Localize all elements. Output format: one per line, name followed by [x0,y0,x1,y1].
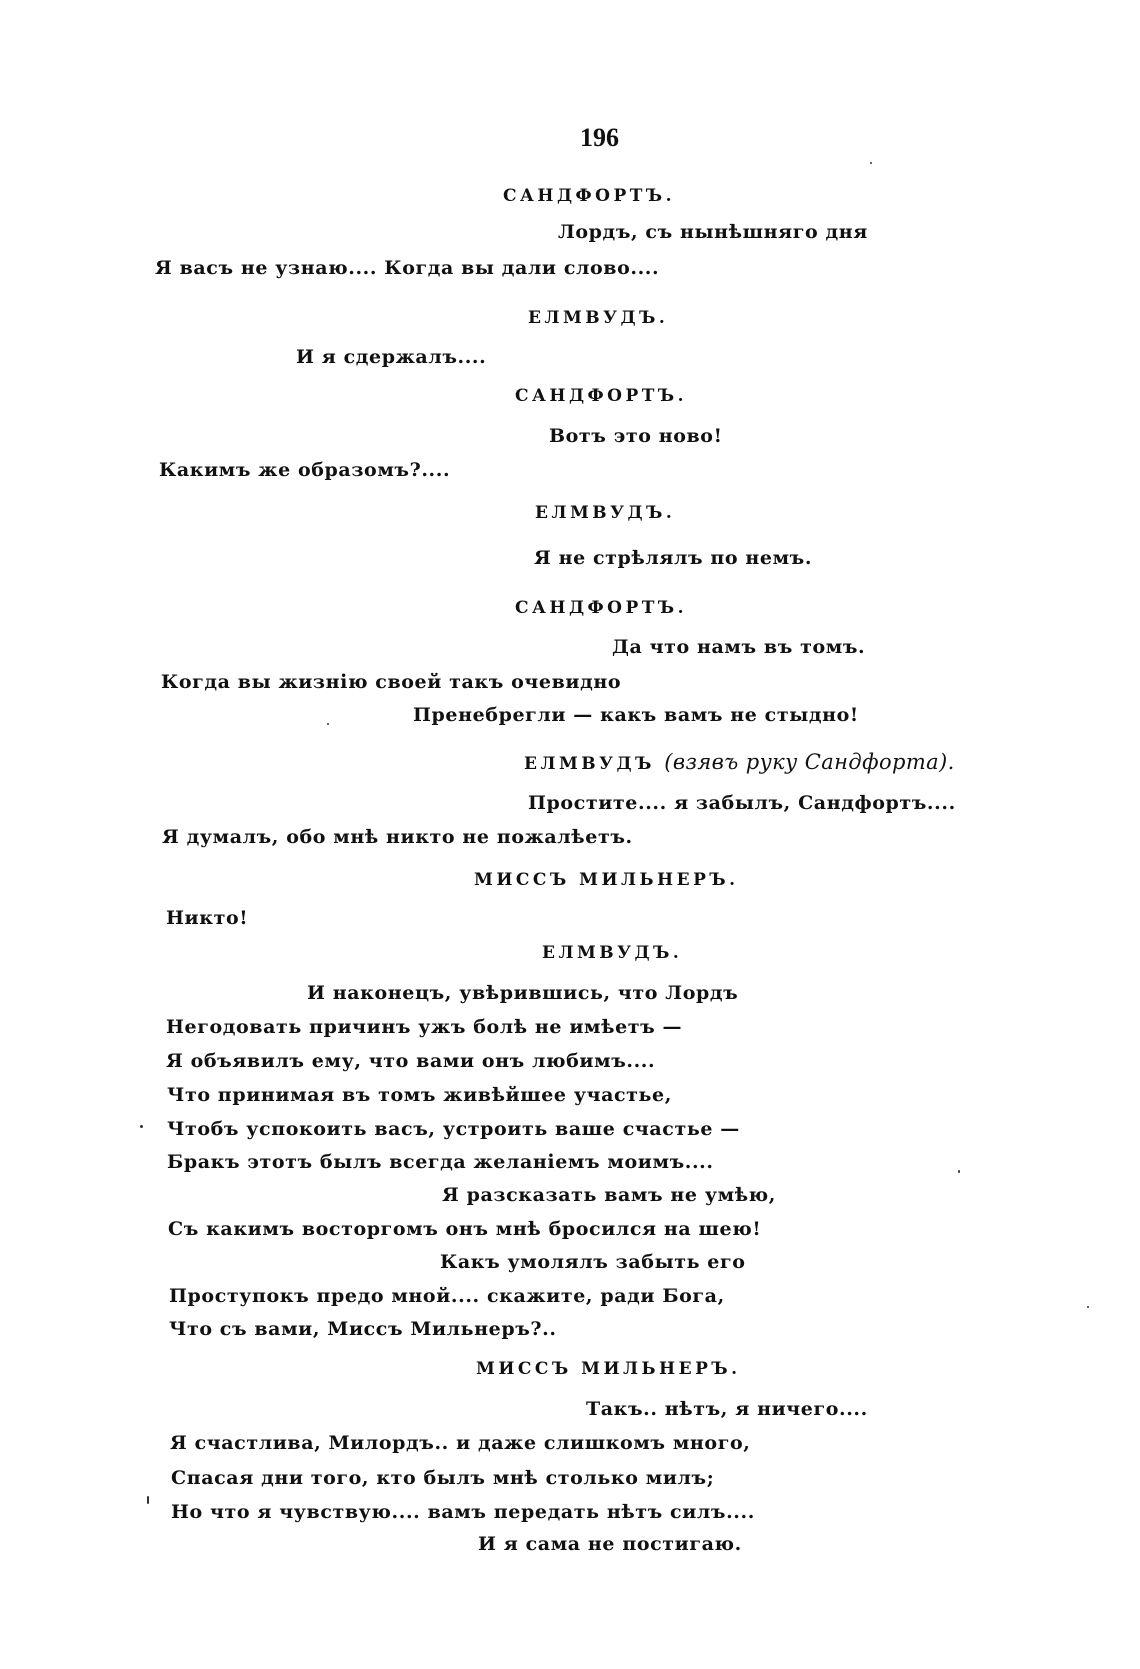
print-speck [870,162,872,164]
verse-line: Вотъ это ново! [549,425,723,447]
verse-line: Что съ вами, Миссъ Мильнеръ?.. [169,1318,557,1340]
print-speck [958,1170,960,1173]
verse-line: И я сдержалъ.... [296,346,487,368]
verse-line: Какимъ же образомъ?.... [159,459,451,481]
verse-line: Я счастлива, Милордъ.. и даже слишкомъ много, [170,1432,751,1454]
verse-line: Такъ.. нѣтъ, я ничего.... [586,1398,868,1420]
verse-line: Лордъ, съ нынѣшняго дня [558,221,868,243]
print-speck [327,723,329,725]
verse-line: Я васъ не узнаю.... Когда вы дали слово.... [155,257,660,279]
print-speck [140,1125,143,1128]
verse-line: Негодовать причинъ ужъ болѣ не имѣетъ — [166,1016,683,1038]
verse-line: Съ какимъ восторгомъ онъ мнѣ бросился на шею! [168,1218,762,1240]
verse-line: Спасая дни того, кто былъ мнѣ столько милъ; [171,1467,715,1489]
speaker-heading: МИССЪ МИЛЬНЕРЪ. [476,1359,741,1379]
stage-direction: (взявъ руку Сандфорта). [664,750,955,774]
print-speck [147,1496,149,1504]
verse-line: И я сама не постигаю. [478,1533,742,1555]
verse-line: Но что я чувствую.... вамъ передать нѣтъ силъ.... [171,1501,755,1523]
verse-line: Да что намъ въ томъ. [612,636,866,658]
page-number: 196 [580,123,619,152]
verse-line: Когда вы жизнію своей такъ очевидно [161,671,622,693]
verse-line: Простите.... я забылъ, Сандфортъ.... [528,792,956,814]
verse-line: Никто! [166,907,249,929]
verse-line: Бракъ этотъ былъ всегда желаніемъ моимъ.... [167,1151,714,1173]
verse-line: Я думалъ, обо мнѣ никто не пожалѣетъ. [162,826,633,848]
speaker-heading: САНДФОРТЪ. [515,598,688,618]
speaker-heading: МИССЪ МИЛЬНЕРЪ. [474,870,739,890]
verse-line: Какъ умолялъ забыть его [440,1251,746,1273]
verse-line: Проступокъ предо мной.... скажите, ради Бога, [169,1285,725,1307]
speaker-heading: ЕЛМВУДЪ. [542,943,683,963]
speaker-heading: ЕЛМВУДЪ. [535,503,676,523]
verse-line: Я объявилъ ему, что вами онъ любимъ.... [166,1050,656,1072]
verse-line: Чтобъ успокоить васъ, устроить ваше счастье — [167,1118,740,1140]
verse-line: Я не стрѣлялъ по немъ. [534,547,813,569]
speaker-name: ЕЛМВУДЪ [524,754,655,774]
speaker-heading: ЕЛМВУДЪ. [528,308,669,328]
verse-line: Пренебрегли — какъ вамъ не стыдно! [413,704,859,726]
speaker-heading: САНДФОРТЪ. [503,186,676,206]
verse-line: Я разсказать вамъ не умѣю, [442,1184,776,1206]
speaker-heading: САНДФОРТЪ. [515,386,688,406]
speaker-heading [524,751,955,775]
verse-line: И наконецъ, увѣрившись, что Лордъ [307,982,739,1004]
print-speck [1087,1306,1089,1308]
verse-line: Что принимая въ томъ живѣйшее участье, [167,1084,672,1106]
